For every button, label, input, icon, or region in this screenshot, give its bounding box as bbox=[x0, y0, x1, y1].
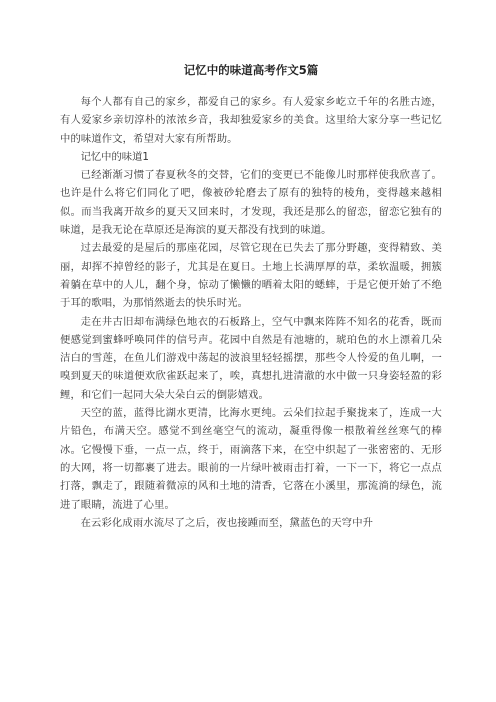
body-paragraph: 已经渐渐习惯了春夏秋冬的交替，它们的变更已不能像儿时那样使我欣喜了。也许是什么将它们同化了吧，像被砂轮磨去了原有的独特的棱角，变得越来越相似。而当我离开故乡的夏天又回来时，才发现，我还是那么的留恋，留恋它独有的味道，是我无论在草原还是海滨的夏天都没有找到的味道。 bbox=[60, 169, 442, 237]
document-title: 记忆中的味道高考作文5篇 bbox=[183, 63, 319, 77]
body-paragraph: 在云彩化成雨水流尽了之后，夜也接踵而至，黛蓝色的天穹中升 bbox=[80, 516, 374, 529]
body-paragraph: 过去最爱的是屋后的那座花园，尽管它现在已失去了那分野趣，变得精致、美丽，却挥不掉曾经的影子，尤其是在夏日。土地上长满厚厚的草，柔软温暖，拥簇着躺在草中的人儿，翻个身，惊动了懒懒的晒着太阳的蟋蟀，于是它便开始了不绝于耳的歌唱，为那悄然逝去的快乐时光。 bbox=[60, 242, 442, 310]
intro-paragraph: 每个人都有自己的家乡，都爱自己的家乡。有人爱家乡屹立千年的名胜古迹，有人爱家乡亲切淳朴的浓浓乡音，我却独爱家乡的美食。这里给大家分享一些记忆中的味道作文，希望对大家有所帮助。 bbox=[60, 96, 442, 145]
section-heading: 记忆中的味道1 bbox=[80, 150, 149, 163]
document-page bbox=[60, 62, 442, 532]
body-paragraph: 走在井古旧却布满绿色地衣的石板路上，空气中飘来阵阵不知名的花香，既而便感觉到蜜蜂呼唤同伴的信号声。花园中自然是有池塘的，琥珀色的水上漂着几朵洁白的雪莲，在鱼儿们游戏中荡起的波浪里轻轻摇摆，那些令人怜爱的鱼儿啊，一嗅到夏天的味道便欢欣雀跃起来了，唉，真想扎进清澈的水中做一只身姿轻盈的彩鲤，和它们一起同大朵大朵白云的倒影嬉戏。 bbox=[60, 315, 442, 401]
body-paragraph: 天空的蓝，蓝得比湖水更清，比海水更纯。云朵们拉起手聚拢来了，连成一大片铅色，布满天空。感觉不到丝毫空气的流动，凝重得像一根散着丝丝寒气的棒冰。它慢慢下垂，一点一点，终于，雨滴落下来，在空中织起了一张密密的、无形的大网，将一切都裹了进去。眼前的一片绿叶被雨击打着，一下一下，将它一点点打落，飘走了，跟随着微凉的风和土地的清香，它落在小溪里，那流淌的绿色，流进了眼睛，流进了心里。 bbox=[60, 407, 442, 511]
